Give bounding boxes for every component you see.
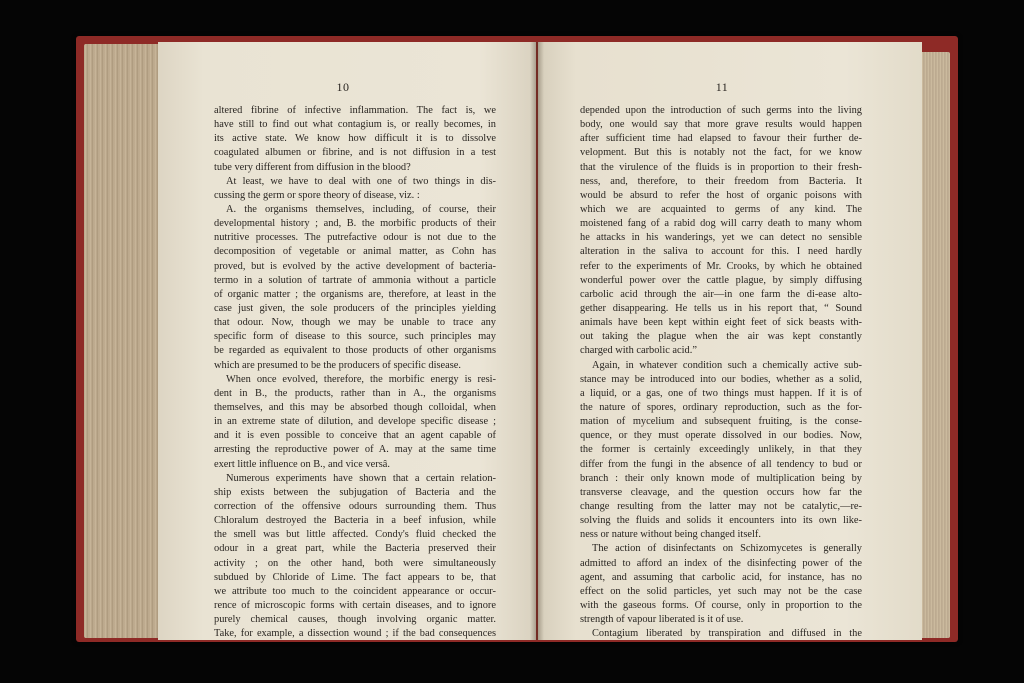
right-page-text — [580, 104, 862, 640]
left-page-text — [214, 104, 496, 640]
text-line: nutritive processes. The putrefactive odour is not due to the — [214, 232, 496, 244]
text-line: activity ; on the other hand, both were simultaneously — [214, 557, 496, 569]
text-line: branch : their only known mode of multiplication being by — [580, 472, 862, 484]
text-line: stance may be introduced into our bodies, whether as a solid, — [580, 373, 862, 385]
text-line: effect on the solid particles, yet such may not be the case — [580, 585, 862, 597]
text-line: odour in a great part, while the Bacteria preserved their — [214, 543, 496, 555]
text-line: Contagium liberated by transpiration and diffused in the — [592, 628, 862, 640]
text-line: gether disappearing. He tells us in his report that, “ Sound — [580, 302, 862, 314]
text-line: arresting the reproductive power of A. may at the same time — [214, 444, 496, 456]
text-line: termo in a solution of tartrate of ammonia without a particle — [214, 274, 496, 286]
text-line: correction of the offensive odours surrounding them. Thus — [214, 500, 496, 512]
text-line: cussing the germ or spore theory of disease, viz. : — [214, 189, 420, 201]
text-line: altered fibrine of infective inflammation. The fact is, we — [214, 105, 496, 116]
text-line: charged with carbolic acid.” — [580, 345, 697, 357]
text-line: A. the organisms themselves, including, of course, their — [226, 203, 496, 215]
text-line: rence of microscopic forms with certain diseases, and to ignore — [214, 599, 496, 611]
text-line: At least, we have to deal with one of two things in dis- — [226, 175, 496, 187]
text-line: Again, in whatever condition such a chemically active sub- — [592, 359, 862, 371]
text-line: that odour. Now, though we may be unable to trace any — [214, 317, 496, 329]
text-line: admitted to afford an index of the disinfecting power of the — [580, 557, 862, 569]
text-line: body, one would say that more grave results would happen — [580, 119, 862, 131]
text-line: quence, or they must operate dissolved in our bodies. Now, — [580, 430, 862, 442]
text-line: dent in B., the products, rather than in A., the organisms — [214, 387, 496, 399]
text-line: we attribute too much to the coincident appearance or occur- — [214, 585, 496, 597]
text-line: alteration in the saliva to account for this. I need hardly — [580, 246, 862, 258]
text-line: ship exists between the subjugation of Bacteria and the — [214, 486, 496, 498]
text-line: which we are acquainted to germs of any kind. The — [580, 203, 862, 215]
text-line: with the gaseous forms. Of course, only in proportion to the — [580, 599, 862, 611]
text-line: he attacks in his wanderings, yet we can detect no sensible — [580, 232, 862, 244]
text-line: When once evolved, therefore, the morbific energy is resi- — [226, 373, 496, 385]
text-line: out taking the plague when the air was kept constantly — [580, 331, 862, 343]
text-line: after sufficient time had elapsed to favour their further de- — [580, 133, 862, 145]
text-line: proved, but is evolved by the active development of bacteria- — [214, 260, 496, 272]
left-page — [158, 42, 536, 640]
text-line: its active state. We know how difficult it is to dissolve — [214, 133, 496, 145]
text-line: coagulated albumen or fibrine, and is not diffusion in a test — [214, 147, 496, 159]
text-line: decomposition of vegetable or animal matter, as Cohn has — [214, 246, 496, 258]
text-line: velopment. But this is notably not the fact, for we know — [580, 147, 862, 159]
text-line: depended upon the introduction of such germs into the living — [580, 105, 862, 116]
text-line: tube very different from diffusion in the blood? — [214, 161, 411, 173]
text-line: transverse cleavage, and the question occurs how far the — [580, 486, 862, 498]
text-line: be regarded as equivalent to those products of other organisms — [214, 345, 496, 357]
text-line: purely chemical causes, though involving organic matter. — [214, 614, 496, 626]
text-line: agent, and assuming that carbolic acid, for instance, has no — [580, 571, 862, 583]
text-line: change resulting from the latter may not be catalytic,—re- — [580, 500, 862, 512]
text-line: ness or nature without being changed itself. — [580, 529, 761, 541]
text-line: ness, and, therefore, to their freedom from Bacteria. It — [580, 175, 862, 187]
text-line: of organic matter ; the organisms are, therefore, at least in the — [214, 288, 496, 300]
book-gutter — [530, 42, 544, 640]
text-line: that the virulence of the fluids is in proportion to their fresh- — [580, 161, 862, 173]
text-line: solving the fluids and solids it encounters into its own like- — [580, 515, 862, 527]
text-line: case just given, the sole producers of the principles yielding — [214, 302, 496, 314]
text-line: developmental history ; and, B. the morbific products of their — [214, 218, 496, 230]
text-line: animals have been kept within eight feet of sick beasts with- — [580, 317, 862, 329]
text-line: a liquid, or a gas, one of two things must happen. If it is of — [580, 387, 862, 399]
text-line: would be absurd to refer the host of organic poisons with — [580, 189, 862, 201]
page-number-left: 10 — [336, 80, 350, 94]
text-line: specific form of disease to this source, such principles may — [214, 331, 496, 343]
text-line: have still to find out what contagium is, or really becomes, in — [214, 119, 496, 131]
text-line: carbolic acid through the air—in one farm the di-ease alto- — [580, 288, 862, 300]
text-line: mation of mycelium and subsequent fruiting, is the conse- — [580, 416, 862, 428]
text-line: Take, for example, a dissection wound ; if the bad consequences — [214, 628, 496, 640]
text-line: Chloralum destroyed the Bacteria in a beef infusion, while — [214, 515, 496, 527]
text-line: wonderful power over the cattle plague, by simply diffusing — [580, 274, 862, 286]
text-line: themselves, and this may be absorbed though colloidal, when — [214, 401, 496, 413]
text-line: and it is even possible to conceive that an agent capable of — [214, 430, 496, 442]
text-line: exert little influence on B., and vice versâ. — [214, 458, 390, 470]
text-line: in an extreme state of dilution, and develope specific disease ; — [214, 416, 496, 428]
text-line: The action of disinfectants on Schizomycetes is generally — [592, 543, 862, 555]
page-number-right: 11 — [715, 80, 729, 94]
text-line: Numerous experiments have shown that a certain relation- — [226, 472, 496, 484]
text-line: which are presumed to be the producers of specific disease. — [214, 359, 461, 371]
text-line: moistened fang of a rabid dog will carry death to many whom — [580, 218, 862, 230]
text-line: refer to the experiments of Mr. Crooks, by which he obtained — [580, 260, 862, 272]
text-line: the smell was but little affected. Condy's fluid checked the — [214, 529, 496, 541]
text-line: the nature of spores, ordinary reproduction, such as the for- — [580, 401, 862, 413]
right-page — [538, 42, 922, 640]
text-line: the former is certainly exceedingly unlikely, in that they — [580, 444, 862, 456]
text-line: differ from the fungi in the absence of all tendency to bud or — [580, 458, 862, 470]
text-line: subdued by Chloride of Lime. The fact appears to be, that — [214, 571, 496, 583]
text-line: strength of vapour liberated is it of use. — [580, 614, 744, 626]
